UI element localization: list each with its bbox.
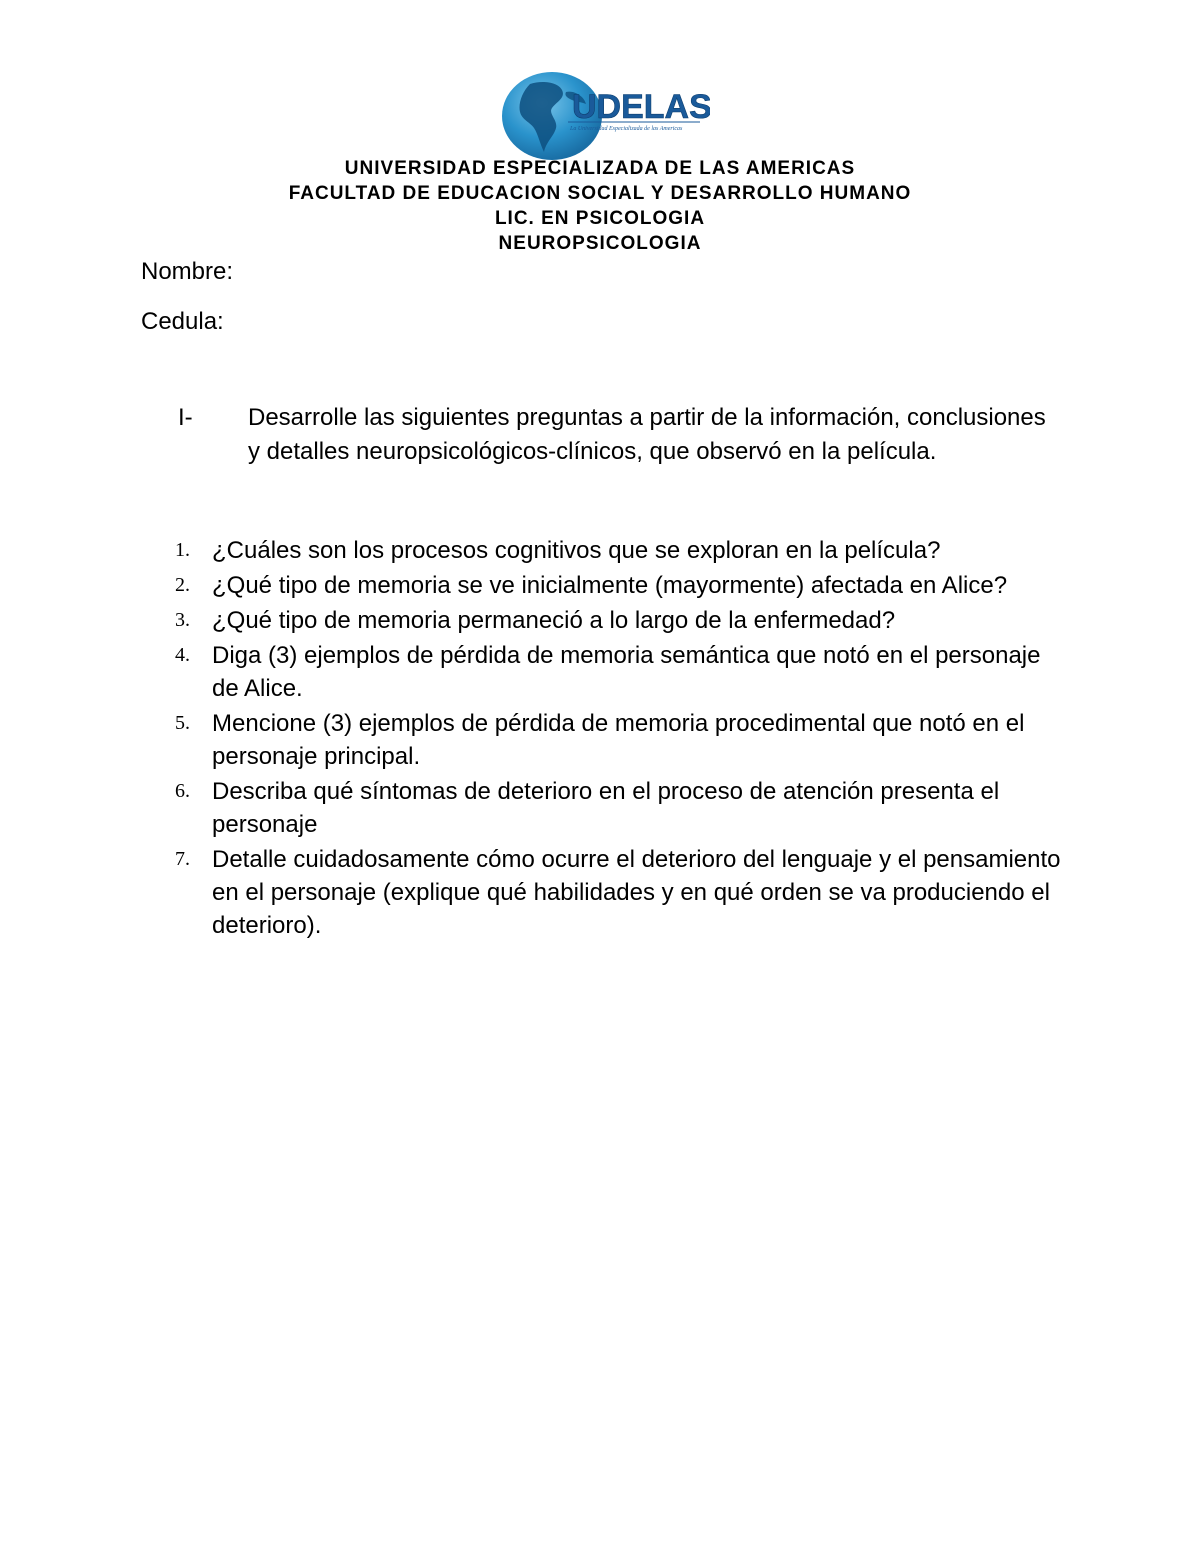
logo-brand-text: UDELAS: [572, 88, 710, 126]
question-number: 2.: [175, 574, 190, 596]
course-name: NEUROPSICOLOGIA: [498, 233, 702, 254]
question-text: ¿Cuáles son los procesos cognitivos que se exploran en la película?: [212, 537, 941, 564]
question-number: 1.: [175, 539, 190, 561]
faculty-name: FACULTAD DE EDUCACION SOCIAL Y DESARROLLO HUMANO: [288, 183, 912, 204]
question-number: 3.: [175, 609, 190, 631]
question-item-6: [175, 775, 1065, 841]
question-text: ¿Qué tipo de memoria se ve inicialmente (mayormente) afectada en Alice?: [212, 572, 1008, 599]
question-item-1: [175, 534, 1065, 567]
section-instructions: Desarrolle las siguientes preguntas a partir de la información, conclusiones y detalles neuropsicológicos-clínicos, que observó en la película.: [248, 404, 1046, 465]
question-number: 4.: [175, 644, 190, 666]
question-number: 5.: [175, 712, 190, 734]
degree-name: LIC. EN PSICOLOGIA: [494, 208, 706, 229]
cedula-label: Cedula:: [141, 308, 224, 335]
question-text: Mencione (3) ejemplos de pérdida de memoria procedimental que notó en el personaje principal.: [212, 710, 1025, 770]
udelas-logo: [500, 72, 710, 162]
questions-list: [175, 534, 1065, 944]
question-item-2: [175, 569, 1065, 602]
section-number: I-: [178, 404, 193, 431]
document-header: [0, 156, 1200, 256]
question-item-5: [175, 707, 1065, 773]
question-text: ¿Qué tipo de memoria permaneció a lo largo de la enfermedad?: [212, 607, 896, 634]
question-item-3: [175, 604, 1065, 637]
logo-tagline-text: La Universidad Especializada de las Americas: [570, 126, 683, 132]
question-text: Describa qué síntomas de deterioro en el proceso de atención presenta el personaje: [212, 778, 1000, 838]
question-text: Detalle cuidadosamente cómo ocurre el deterioro del lenguaje y el pensamiento en el personaje (explique qué habilidades y en qué orden se va produciendo el deterioro).: [212, 846, 1061, 939]
university-name: UNIVERSIDAD ESPECIALIZADA DE LAS AMERICAS: [344, 158, 856, 179]
question-number: 7.: [175, 848, 190, 870]
globe-logo-icon: [500, 72, 710, 162]
question-number: 6.: [175, 780, 190, 802]
nombre-label: Nombre:: [141, 258, 234, 285]
question-item-7: [175, 843, 1065, 942]
question-item-4: [175, 639, 1065, 705]
question-text: Diga (3) ejemplos de pérdida de memoria semántica que notó en el personaje de Alice.: [212, 642, 1041, 702]
